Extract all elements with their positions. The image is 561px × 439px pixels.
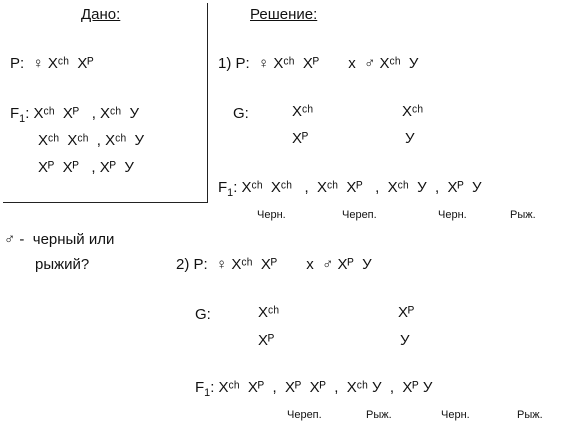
case2-gamete-female-2: Xᴾ (258, 332, 275, 349)
case2-f1-genotypes: : Xᶜʰ Xᴾ , Xᴾ Xᴾ , Xᶜʰ У , Xᴾ У (210, 379, 433, 396)
case1-phenotype-2: Череп. (342, 209, 377, 221)
case1-phenotype-3: Черн. (438, 209, 467, 221)
case1-f1-label: F (218, 179, 228, 196)
solution-heading: Решение: (250, 6, 318, 23)
case1-gamete-female-1: Xᶜʰ (292, 103, 314, 120)
given-heading: Дано: (81, 6, 121, 23)
question-line-1: ♂ - черный или (4, 231, 115, 248)
question-line-2: рыжий? (35, 256, 90, 273)
case2-gamete-female-1: Xᶜʰ (258, 304, 280, 321)
case2-offspring (195, 379, 433, 399)
given-f1-row-2: Xᶜʰ Xᶜʰ , Xᶜʰ У (38, 132, 145, 149)
case2-gamete-male-1: Xᴾ (398, 304, 415, 321)
case1-offspring (218, 179, 482, 199)
case1-phenotype-1: Черн. (257, 209, 286, 221)
case1-gametes-label: G: (233, 105, 249, 122)
case2-gamete-male-2: У (400, 332, 410, 349)
case2-phenotype-3: Черн. (441, 409, 470, 421)
case2-f1-subscript: 1 (204, 386, 211, 399)
given-parents: P: ♀ Xᶜʰ Xᴾ (10, 55, 94, 72)
given-f1-row-3: Xᴾ Xᴾ , Xᴾ У (38, 159, 134, 176)
case2-phenotype-4: Рыж. (517, 409, 543, 421)
case2-phenotype-1: Череп. (287, 409, 322, 421)
case1-gamete-male-2: У (405, 130, 415, 147)
case2-gametes-label: G: (195, 306, 211, 323)
case2-parents: 2) P: ♀ Xᶜʰ Xᴾ x ♂ Xᴾ У (176, 256, 372, 273)
given-f1-row-1 (10, 105, 139, 125)
given-f1-genotypes-1: : Xᶜʰ Xᴾ , Xᶜʰ У (25, 105, 139, 122)
case1-parents: 1) P: ♀ Xᶜʰ Xᴾ x ♂ Xᶜʰ У (218, 55, 419, 72)
case1-f1-subscript: 1 (227, 186, 234, 199)
case2-phenotype-2: Рыж. (366, 409, 392, 421)
given-divider-horizontal (3, 202, 208, 203)
case1-gamete-female-2: Xᴾ (292, 130, 309, 147)
case1-f1-genotypes: : Xᶜʰ Xᶜʰ , Xᶜʰ Xᴾ , Xᶜʰ У , Xᴾ У (233, 179, 482, 196)
case1-phenotype-4: Рыж. (510, 209, 536, 221)
given-divider-vertical (207, 3, 208, 203)
case1-gamete-male-1: Xᶜʰ (402, 103, 424, 120)
f1-subscript: 1 (19, 112, 26, 125)
f1-label: F (10, 105, 20, 122)
case2-f1-label: F (195, 379, 205, 396)
